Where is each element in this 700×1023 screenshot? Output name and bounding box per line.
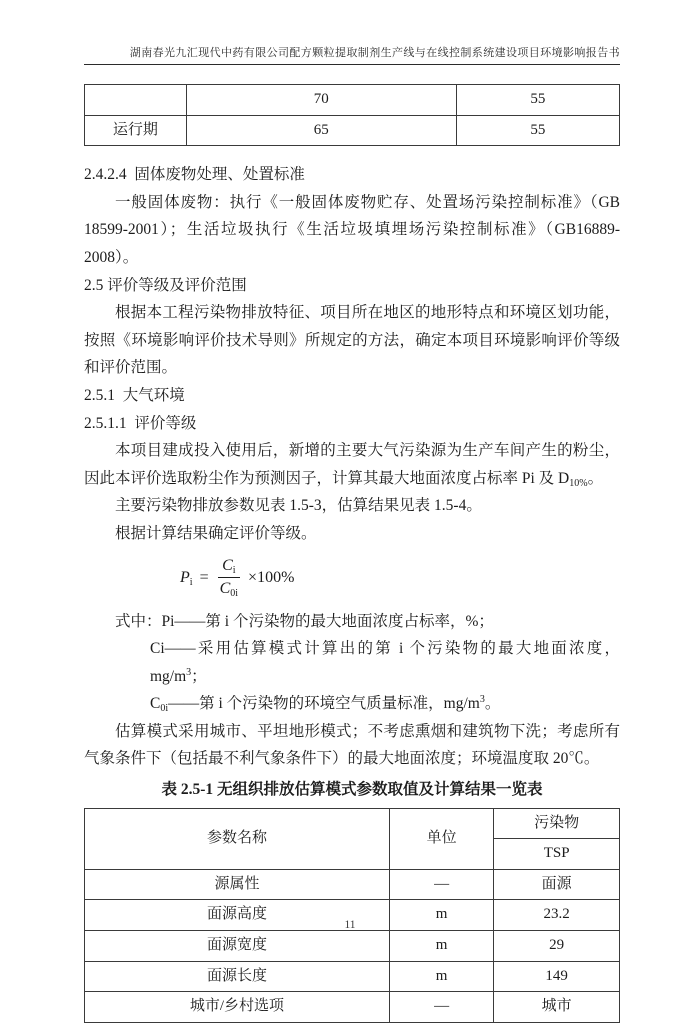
header-cell-pollutant: 污染物: [494, 808, 620, 839]
table-cell-day-value: 70: [186, 85, 456, 116]
text-run: Ci——采用估算模式计算出的第 i 个污染物的最大地面浓度，mg/m: [150, 640, 620, 685]
noise-standard-table-continued: [84, 84, 620, 146]
table-row: [85, 992, 620, 1023]
text-run: 。: [484, 695, 501, 713]
text-run: ——第 i 个污染物的环境空气质量标准，mg/m: [168, 695, 480, 713]
table-cell-day-value: 65: [186, 115, 456, 146]
page-number: 11: [344, 919, 356, 931]
cell-value: 城市: [494, 992, 620, 1023]
cell-unit: m: [389, 961, 493, 992]
header-cell-param: 参数名称: [85, 808, 390, 869]
where-line-c0i: [84, 690, 620, 718]
formula-times-100: ×100%: [248, 568, 295, 586]
cell-value: 23.2: [494, 900, 620, 931]
table-cell-period: [85, 85, 187, 116]
report-title: 湖南春光九汇现代中药有限公司配方颗粒提取制剂生产线与在线控制系统建设项目环境影响报告书: [129, 47, 620, 59]
paragraph-result: 根据计算结果确定评价等级。: [115, 524, 317, 542]
paragraph-solid-waste: 一般固体废物：执行《一般固体废物贮存、处置场污染控制标准》（GB 18599-2001）；生活垃圾执行《生活垃圾填埋场污染控制标准》（GB16889-2008）。: [84, 193, 620, 266]
formula-denominator: [216, 578, 242, 599]
subscript-10pct: 10%: [569, 477, 588, 489]
cell-value: 149: [494, 961, 620, 992]
cell-value: 面源: [494, 869, 620, 900]
table-row: [85, 85, 620, 116]
table-row: [85, 115, 620, 146]
cell-unit: m: [389, 931, 493, 962]
table-row: [85, 869, 620, 900]
cell-value: 29: [494, 931, 620, 962]
formula-fraction: [216, 556, 242, 599]
cell-param-name: 城市/乡村选项: [85, 992, 390, 1023]
paragraph-model: 估算模式采用城市、平坦地形模式；不考虑熏烟和建筑物下洗；考虑所有气象条件下（包括最不利气象条件下）的最大地面浓度；环境温度取 20℃。: [84, 722, 620, 768]
cell-param-name: 面源长度: [85, 961, 390, 992]
cell-unit: —: [389, 869, 493, 900]
table-row: [85, 961, 620, 992]
paragraph-params-ref: 主要污染物排放参数见表 1.5-3，估算结果见表 1.5-4。: [115, 497, 482, 515]
text-run: ；: [191, 667, 207, 685]
superscript-cubed: 3: [479, 694, 485, 706]
cell-unit: m: [389, 900, 493, 931]
table-header-row: [85, 808, 620, 839]
paragraph-eval-scope: 根据本工程污染物排放特征、项目所在地区的地形特点和环境区划功能，按照《环境影响评价技术导则》所规定的方法，确定本项目环境影响评价等级和评价范围。: [84, 304, 620, 377]
formula-sub-i: i: [189, 576, 193, 588]
formula-sub-i: i: [232, 565, 236, 576]
cell-param-name: 面源宽度: [85, 931, 390, 962]
text-run: C: [150, 695, 161, 713]
cell-unit: —: [389, 992, 493, 1023]
cell-param-name: 面源高度: [85, 900, 390, 931]
subscript-0i: 0i: [160, 703, 169, 715]
header-cell-tsp: TSP: [494, 839, 620, 870]
heading-eval-grade: 2.5.1.1 评价等级: [84, 414, 197, 432]
where-line-pi: 式中：Pi——第 i 个污染物的最大地面浓度占标率，%；: [115, 612, 494, 630]
formula-numerator: [218, 556, 239, 578]
where-line-ci: [84, 635, 620, 690]
formula-sub-0i: 0i: [230, 588, 239, 599]
heading-solid-waste: 2.4.2.4 固体废物处理、处置标准: [84, 166, 305, 184]
heading-eval-scope: 2.5 评价等级及评价范围: [84, 276, 247, 294]
cell-param-name: 源属性: [85, 869, 390, 900]
formula-lhs: [180, 564, 193, 592]
formula-equals: =: [199, 568, 209, 586]
table-row: [85, 931, 620, 962]
table-caption: 表 2.5-1 无组织排放估算模式参数取值及计算结果一览表: [161, 781, 543, 799]
superscript-cubed: 3: [186, 666, 192, 678]
table-cell-period: 运行期: [85, 115, 187, 146]
text-run: 本项目建成投入使用后，新增的主要大气污染源为生产车间产生的粉尘，因此本评价选取粉尘作为预测因子，计算其最大地面浓度占标率 Pi 及 D: [84, 442, 620, 487]
estimation-params-table: [84, 808, 620, 1023]
heading-air-environment: 2.5.1 大气环境: [84, 386, 185, 404]
formula-var-p: P: [180, 568, 190, 586]
formula-var-c0: C: [219, 580, 231, 597]
table-cell-night-value: 55: [456, 115, 619, 146]
formula-var-c: C: [222, 557, 233, 574]
page-content: [84, 84, 620, 1023]
pi-formula: [180, 554, 620, 602]
table-cell-night-value: 55: [456, 85, 619, 116]
text-run: 。: [587, 469, 604, 487]
header-cell-unit: 单位: [389, 808, 493, 869]
paragraph-eval-grade: [84, 437, 620, 492]
page-header: [84, 0, 620, 65]
